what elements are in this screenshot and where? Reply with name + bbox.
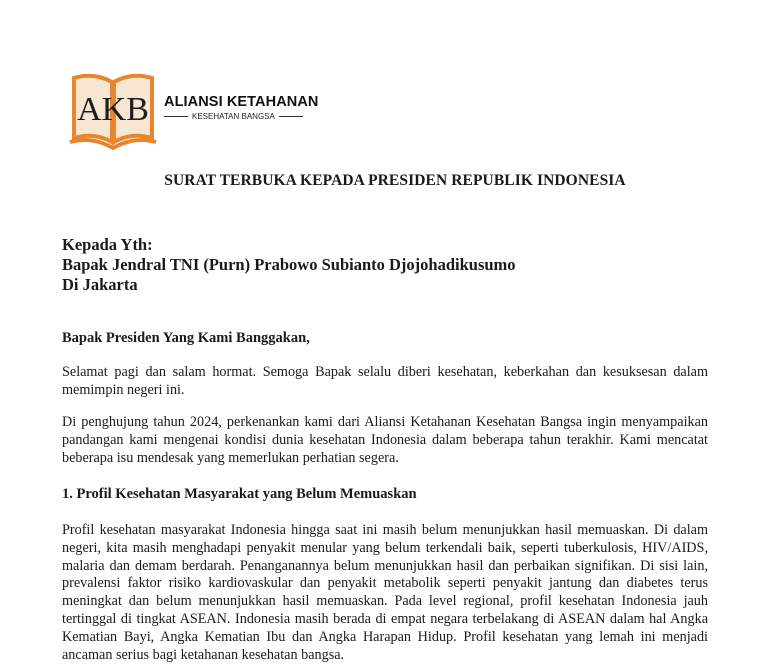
- logo-subtitle: KESEHATAN BANGSA: [192, 112, 275, 121]
- section-1-title: 1. Profil Kesehatan Masyarakat yang Belum Memuaskan: [62, 486, 417, 502]
- open-book-icon: [68, 72, 158, 150]
- logo-mark-text: AKB: [77, 91, 149, 128]
- logo-title: ALIANSI KETAHANAN: [164, 94, 319, 110]
- salutation: Bapak Presiden Yang Kami Banggakan,: [62, 330, 310, 346]
- recipient-address: [62, 235, 516, 295]
- logo-rule-left: [164, 116, 188, 117]
- paragraph-intro: Di penghujung tahun 2024, perkenankan kami dari Aliansi Ketahanan Kesehatan Bangsa ingin menyampaikan pandangan kami mengenai kondisi dunia kesehatan Indonesia dalam beberapa tahun terakhir. Kami mencatat beberapa isu mendesak yang memerlukan perhatian segera.: [62, 414, 708, 466]
- logo-wordmark: [164, 94, 334, 121]
- letter-heading: SURAT TERBUKA KEPADA PRESIDEN REPUBLIK INDONESIA: [164, 172, 626, 189]
- address-line-1: Kepada Yth:: [62, 235, 153, 254]
- paragraph-greeting: Selamat pagi dan salam hormat. Semoga Bapak selalu diberi kesehatan, keberkahan dan kesuksesan dalam memimpin negeri ini.: [62, 364, 708, 398]
- organization-logo: [68, 72, 328, 152]
- logo-subtitle-row: [164, 112, 334, 121]
- address-line-2: Bapak Jendral TNI (Purn) Prabowo Subianto Djojohadikusumo: [62, 255, 516, 274]
- section-1-body: Profil kesehatan masyarakat Indonesia hingga saat ini masih belum menunjukkan hasil memuaskan. Di dalam negeri, kita masih menghadapi penyakit menular yang belum terkendali baik, seperti tuberkulosis, HIV/AIDS, malaria dan demam berdarah. Penanganannya belum menunjukkan hasil dan perbaikan signifikan. Di sisi lain, prevalensi faktor risiko kardiovaskular dan penyakit metabolik seperti penyakit jantung dan diabetes terus meningkat dan belum menunjukkan hasil memuaskan. Pada level regional, profil kesehatan Indonesia jauh tertinggal di tingkat ASEAN. Indonesia masih berada di empat negara terbelakang di ASEAN dalam hal Angka Kematian Bayi, Angka Kematian Ibu dan Angka Harapan Hidup. Profil kesehatan yang lemah ini menjadi ancaman serius bagi ketahanan kesehatan bangsa.: [62, 522, 708, 663]
- address-line-3: Di Jakarta: [62, 275, 138, 294]
- logo-rule-right: [279, 116, 303, 117]
